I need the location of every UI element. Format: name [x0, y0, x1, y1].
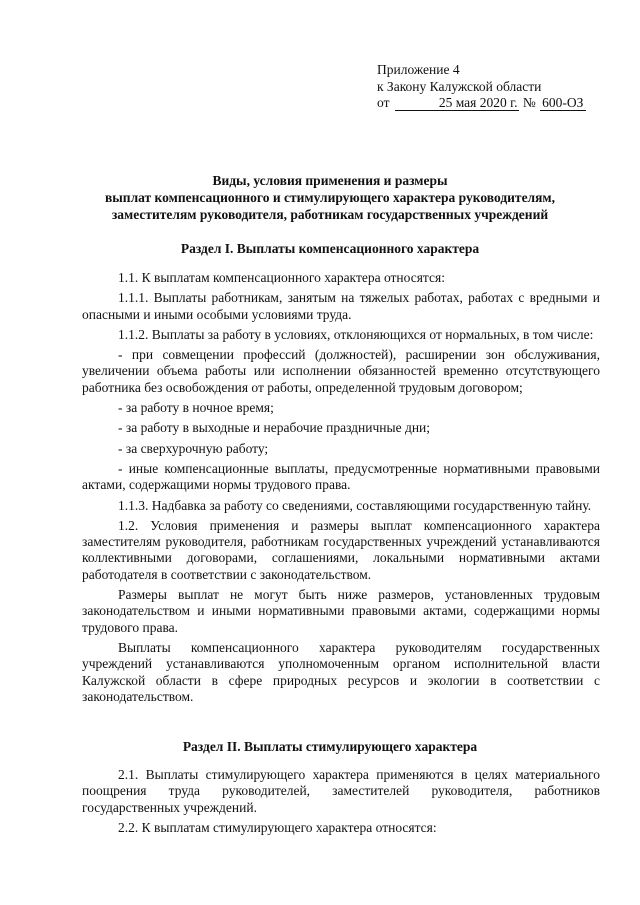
list-item: - иные компенсационные выплаты, предусмотренные нормативными правовыми актами, содержащими нормы трудового права. — [82, 460, 600, 493]
list-item: - за работу в ночное время; — [118, 400, 274, 416]
paragraph: Выплаты компенсационного характера руководителям государственных учреждений устанавливаются уполномоченным органом исполнительной власти Калужской области в сфере природных ресурсов и экологии в соответствии с законодательством. — [82, 639, 600, 704]
paragraph: 1.2. Условия применения и размеры выплат компенсационного характера заместителям руководителя, работникам государственных учреждений устанавливаются коллективными договорами, соглашениями, локальными нормативными актами работодателя в соответствии с законодательством. — [82, 517, 600, 582]
title-line-3: заместителям руководителя, работникам государственных учреждений — [111, 207, 549, 222]
list-item: - за работу в выходные и нерабочие праздничные дни; — [118, 420, 431, 436]
appendix-law-reference: к Закону Калужской области — [377, 78, 542, 94]
law-number: 600-ОЗ — [540, 96, 586, 111]
paragraph: 1.1.2. Выплаты за работу в условиях, отклоняющихся от нормальных, в том числе: — [118, 326, 594, 342]
list-item: - за сверхурочную работу; — [118, 440, 269, 456]
paragraph: 1.1. К выплатам компенсационного характера относятся: — [118, 270, 445, 285]
appendix-header — [377, 62, 607, 112]
appendix-date-line — [377, 95, 607, 112]
title-line-2: выплат компенсационного и стимулирующего характера руководителям, — [104, 190, 556, 205]
number-label: № — [522, 95, 536, 110]
section-2-heading: Раздел II. Выплаты стимулирующего характера — [182, 739, 478, 754]
paragraph: 1.1.1. Выплаты работникам, занятым на тяжелых работах, работах с вредными и опасными и иными особыми условиями труда. — [82, 290, 600, 322]
law-date: 25 мая 2020 г. — [395, 96, 519, 111]
section-2-body — [82, 767, 600, 840]
section-1-body — [82, 270, 600, 709]
title-line-1: Виды, условия применения и размеры — [212, 173, 448, 188]
paragraph: Размеры выплат не могут быть ниже размеров, установленных трудовым законодательством и иными нормативными правовыми актами, содержащими нормы трудового права. — [82, 587, 600, 635]
paragraph: 1.1.3. Надбавка за работу со сведениями, составляющими государственную тайну. — [118, 497, 592, 513]
from-label: от — [377, 95, 390, 110]
paragraph: 2.1. Выплаты стимулирующего характера применяются в целях материального поощрения труда руководителей, заместителей руководителя, работников государственных учреждений. — [82, 767, 600, 815]
paragraph: 2.2. К выплатам стимулирующего характера относятся: — [118, 819, 437, 835]
appendix-number: Приложение 4 — [377, 62, 460, 77]
document-title — [60, 172, 600, 223]
list-item: - при совмещении профессий (должностей), расширении зон обслуживания, увеличении объема работы или исполнении обязанностей временно отсутствующего работника без освобождения от работы, определенной трудовым договором; — [82, 347, 600, 395]
section-1-heading: Раздел I. Выплаты компенсационного характера — [180, 241, 480, 256]
